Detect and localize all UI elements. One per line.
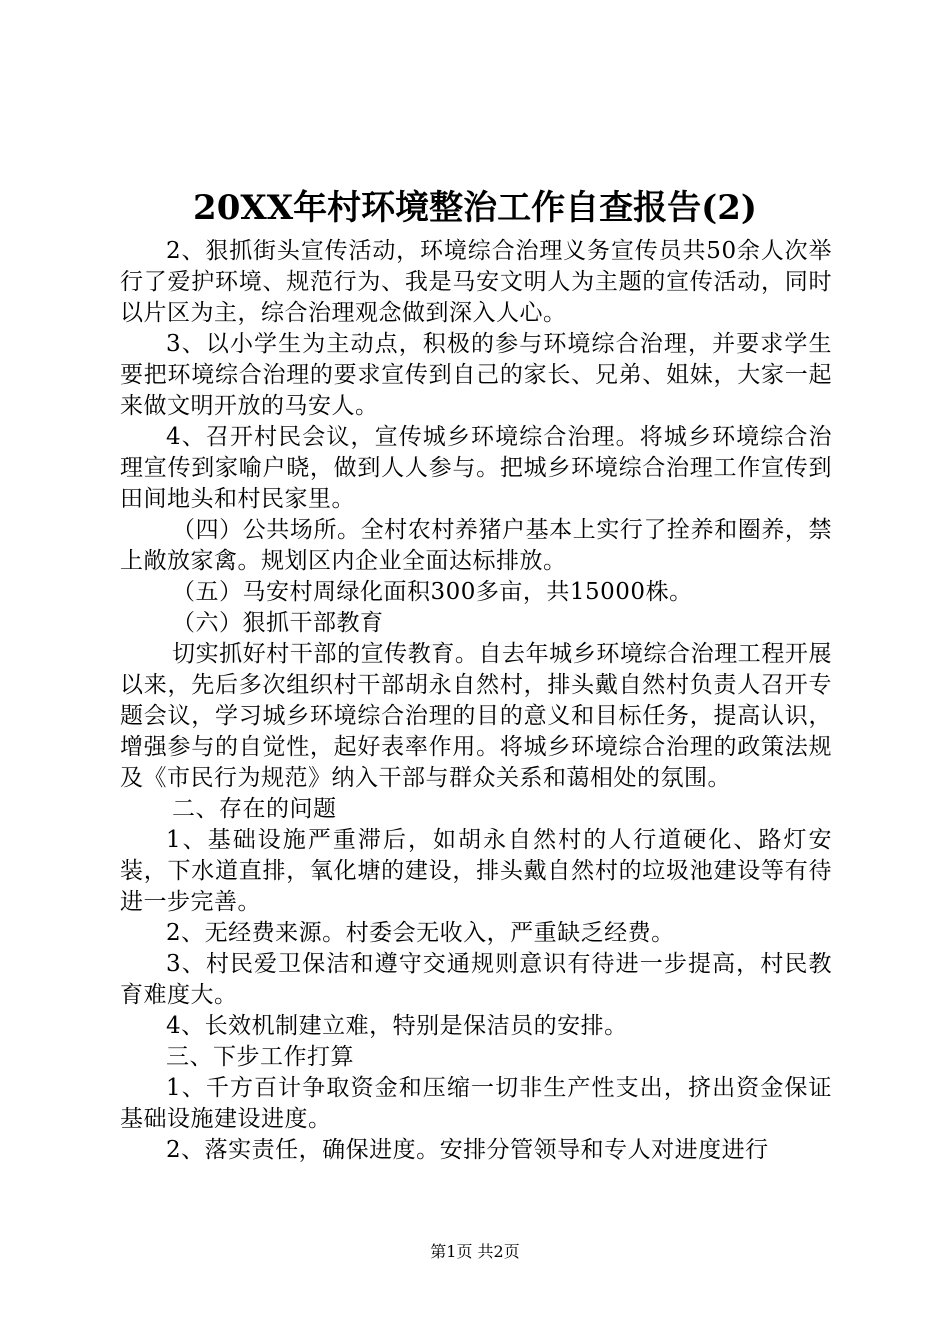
section-heading: 二、存在的问题 bbox=[172, 796, 337, 822]
paragraph: 4、长效机制建立难，特别是保洁员的安排。 bbox=[166, 1013, 628, 1039]
document-title: 20XX年村环境整治工作自查报告(2) bbox=[193, 188, 757, 228]
paragraph: 3、村民爱卫保洁和遵守交通规则意识有待进一步提高，村民教育难度大。 bbox=[120, 951, 832, 1008]
document-body bbox=[120, 236, 832, 1166]
paragraph: 2、无经费来源。村委会无收入，严重缺乏经费。 bbox=[166, 920, 675, 946]
paragraph: 1、基础设施严重滞后，如胡永自然村的人行道硬化、路灯安装，下水道直排，氧化塘的建设，排头戴自然村的垃圾池建设等有待进一步完善。 bbox=[120, 827, 832, 915]
section-heading: 三、下步工作打算 bbox=[166, 1044, 354, 1070]
page-footer: 第1页 共2页 bbox=[430, 1242, 520, 1261]
paragraph: （五）马安村周绿化面积300多亩，共15000株。 bbox=[172, 579, 693, 605]
paragraph: （四）公共场所。全村农村养猪户基本上实行了拴养和圈养，禁上敞放家禽。规划区内企业全面达标排放。 bbox=[120, 517, 832, 574]
section-heading: （六）狠抓干部教育 bbox=[172, 610, 384, 636]
paragraph: 2、落实责任，确保进度。安排分管领导和专人对进度进行 bbox=[166, 1137, 769, 1163]
paragraph: 4、召开村民会议，宣传城乡环境综合治理。将城乡环境综合治理宣传到家喻户晓，做到人人参与。把城乡环境综合治理工作宣传到田间地头和村民家里。 bbox=[120, 424, 832, 512]
paragraph: 3、以小学生为主动点，积极的参与环境综合治理，并要求学生要把环境综合治理的要求宣传到自己的家长、兄弟、姐妹，大家一起来做文明开放的马安人。 bbox=[120, 331, 832, 419]
paragraph: 1、千方百计争取资金和压缩一切非生产性支出，挤出资金保证基础设施建设进度。 bbox=[120, 1075, 832, 1132]
paragraph: 2、狠抓街头宣传活动，环境综合治理义务宣传员共50余人次举行了爱护环境、规范行为、我是马安文明人为主题的宣传活动，同时以片区为主，综合治理观念做到深入人心。 bbox=[120, 238, 832, 326]
paragraph: 切实抓好村干部的宣传教育。自去年城乡环境综合治理工程开展以来，先后多次组织村干部胡永自然村，排头戴自然村负责人召开专题会议，学习城乡环境综合治理的目的意义和目标任务，提高认识，增强参与的自觉性，起好表率作用。将城乡环境综合治理的政策法规及《市民行为规范》纳入干部与群众关系和蔼相处的氛围。 bbox=[120, 641, 832, 791]
